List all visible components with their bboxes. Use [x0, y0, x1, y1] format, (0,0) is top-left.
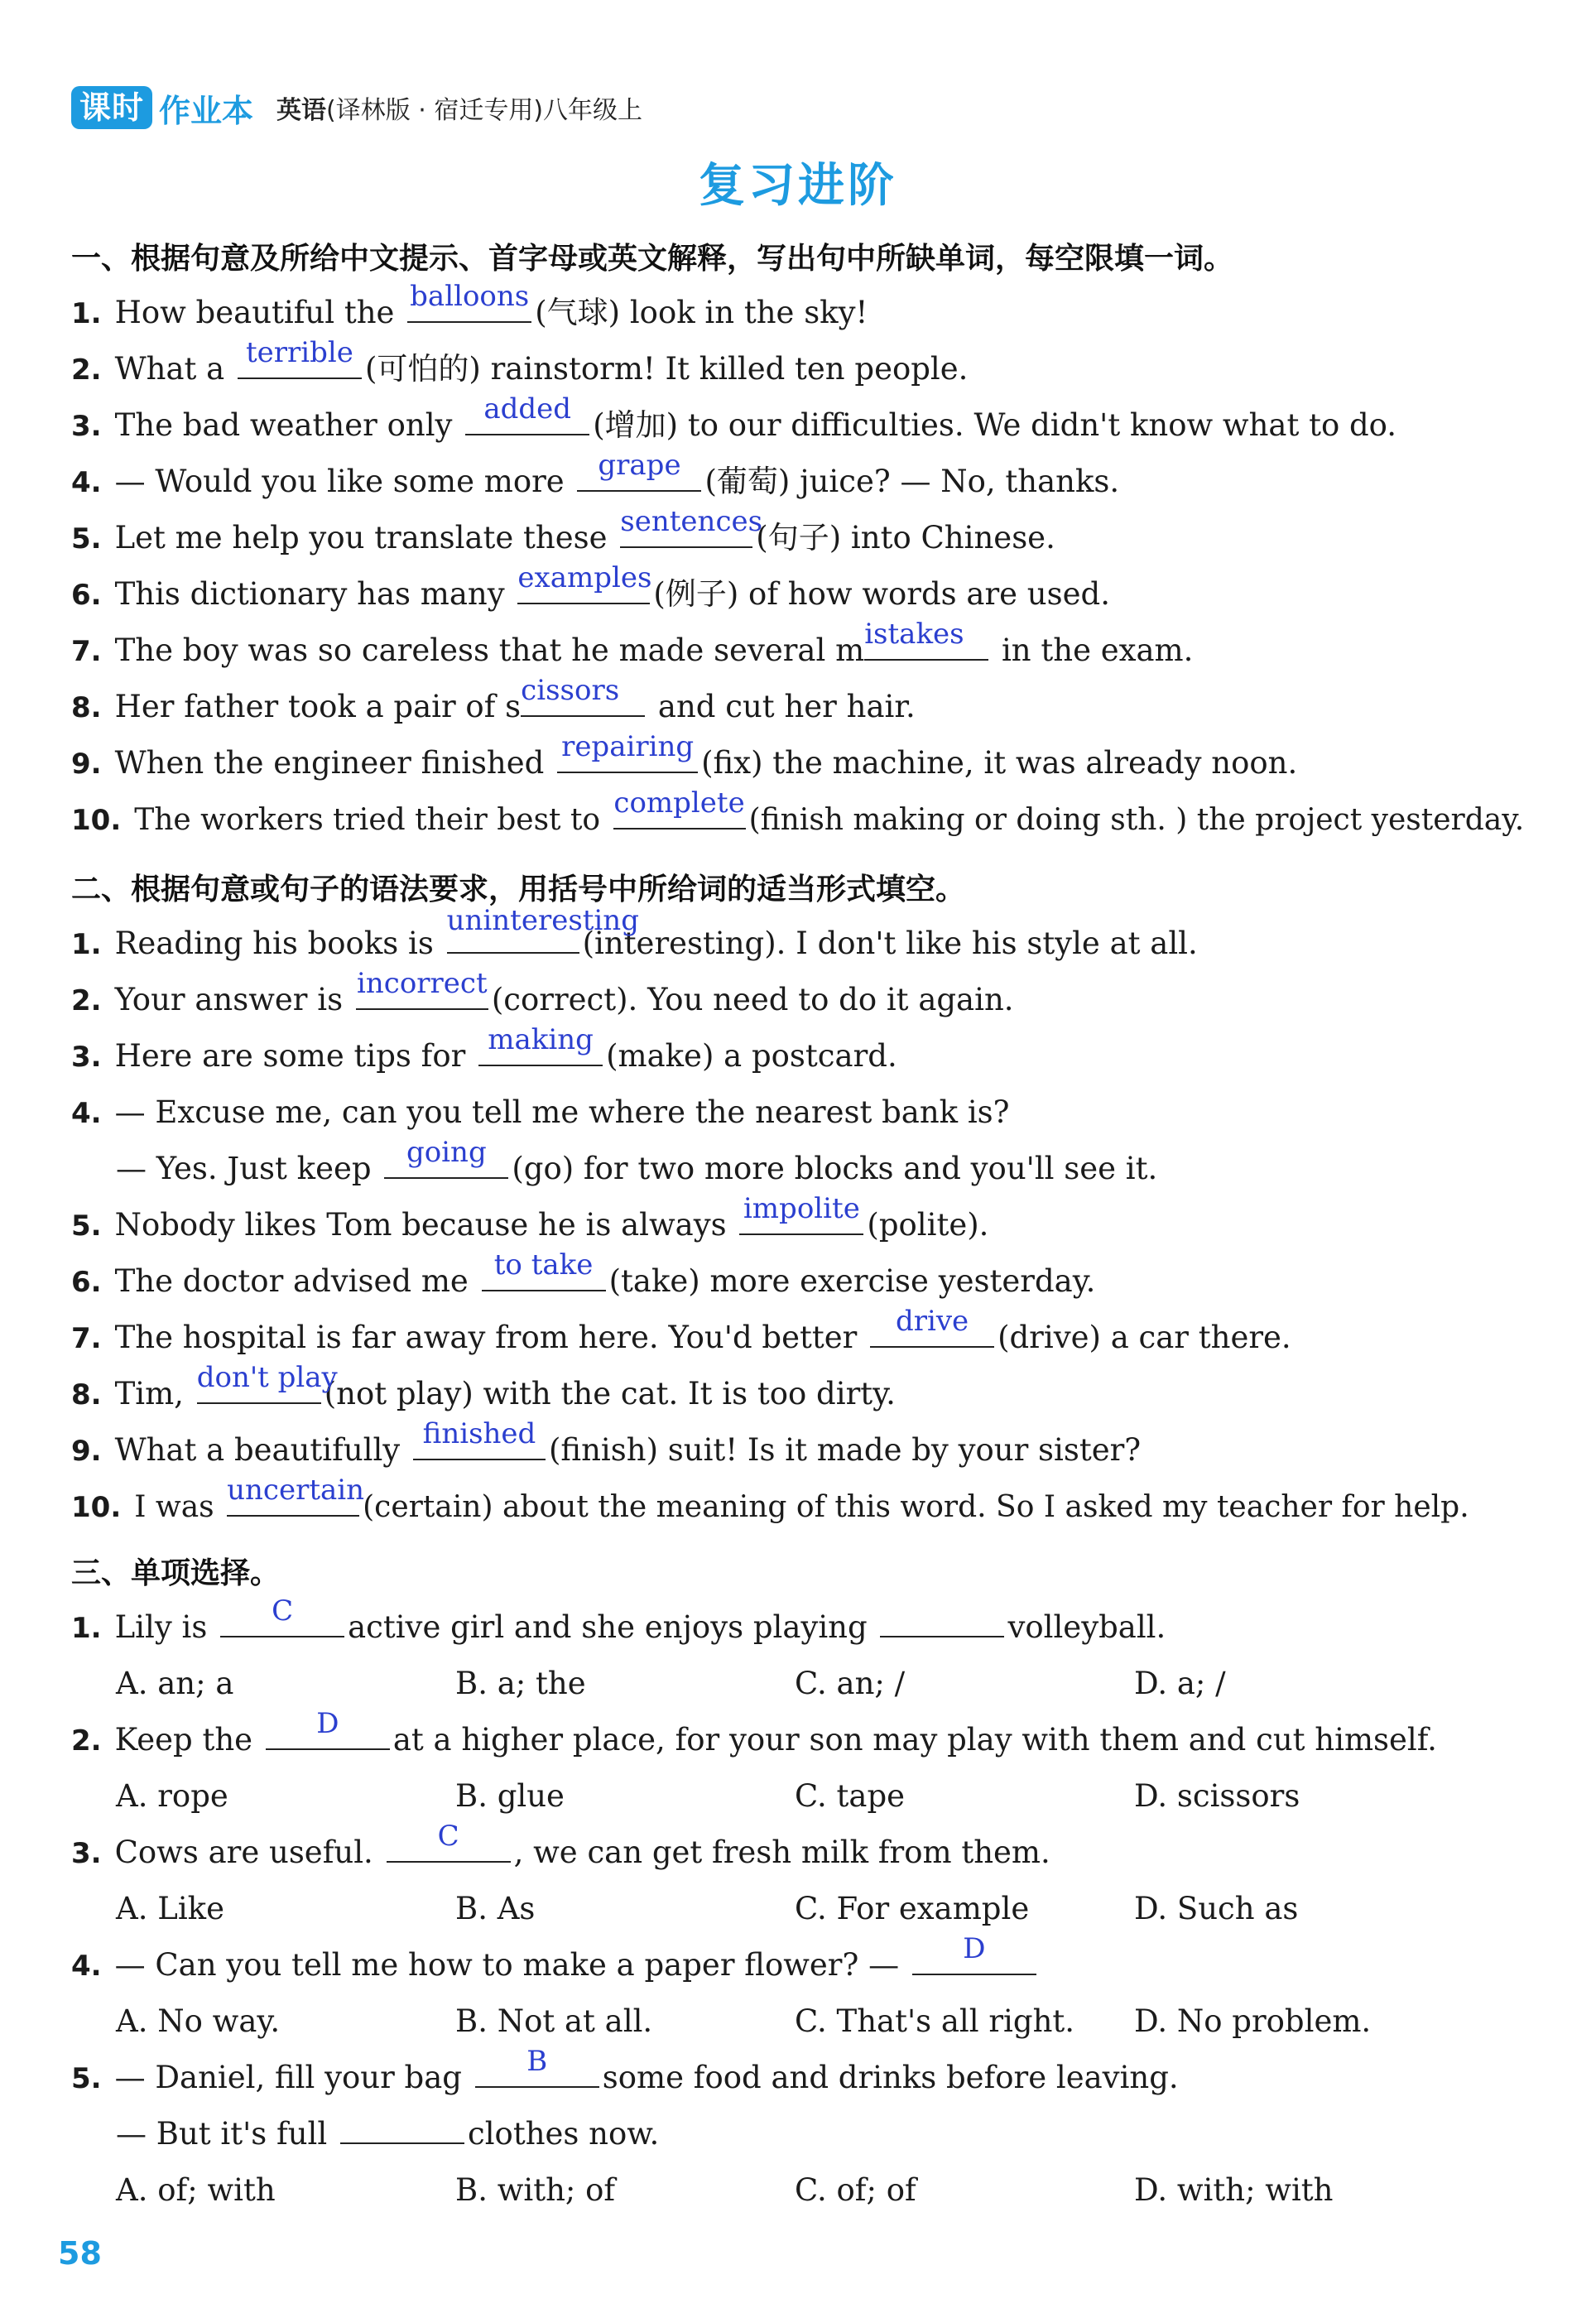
question-number: 10. — [71, 1491, 122, 1524]
s2-question-8 — [71, 1361, 896, 1415]
question-text: — But it's full — [116, 2116, 328, 2152]
question-number: 4. — [71, 1950, 102, 1983]
option-a[interactable]: A. of; with — [116, 2172, 276, 2208]
s3-question-5 — [71, 2045, 1179, 2099]
question-number: 2. — [71, 353, 102, 387]
question-text: (go) for two more blocks and you'll see it. — [512, 1151, 1158, 1186]
question-number: 2. — [71, 984, 102, 1017]
question-text: Reading his books is — [114, 926, 434, 961]
logo — [71, 85, 253, 131]
s1-question-9 — [71, 730, 1298, 784]
answer-blank-2[interactable] — [880, 1608, 1004, 1637]
answer-text: sentences — [620, 505, 763, 538]
answer-text: going — [406, 1136, 487, 1169]
answer-blank[interactable] — [577, 449, 701, 492]
answer-blank[interactable] — [557, 730, 698, 773]
s3-question-1 — [71, 1594, 1166, 1648]
question-text: (葡萄) juice? — No, thanks. — [704, 464, 1120, 499]
question-text: active girl and she enjoys playing — [348, 1609, 868, 1645]
question-text: at a higher place, for your son may play with them and cut himself. — [392, 1722, 1437, 1758]
section3-heading: 三、单项选择。 — [71, 1556, 281, 1590]
answer-text: don't play — [196, 1361, 338, 1394]
answer-text: added — [483, 392, 572, 426]
option-b[interactable]: B. with; of — [455, 2172, 616, 2208]
question-number: 7. — [71, 1322, 102, 1355]
answer-text: B — [526, 2045, 548, 2078]
answer-blank-2[interactable] — [340, 2114, 464, 2144]
question-text: When the engineer finished — [114, 745, 545, 781]
question-text: , we can get fresh milk from them. — [513, 1835, 1050, 1870]
question-number: 3. — [71, 410, 102, 443]
question-number: 1. — [71, 928, 102, 961]
question-text: some food and drinks before leaving. — [602, 2060, 1179, 2095]
answer-blank[interactable] — [220, 1594, 344, 1637]
answer-blank[interactable] — [517, 561, 652, 604]
s2-question-4 — [71, 1093, 1010, 1133]
question-text: and cut her hair. — [657, 689, 916, 724]
answer-blank[interactable] — [387, 1820, 511, 1863]
question-text: — Excuse me, can you tell me where the nearest bank is? — [114, 1094, 1010, 1130]
question-text: Cows are useful. — [114, 1835, 373, 1870]
s3-question-2 — [71, 1707, 1437, 1761]
subject-label — [276, 89, 642, 126]
question-text: The workers tried their best to — [134, 803, 601, 837]
question-text: (增加) to our difficulties. We didn't know what to do. — [593, 407, 1397, 443]
answer-blank[interactable] — [266, 1707, 390, 1750]
answer-text: examples — [517, 561, 652, 594]
s1-question-8 — [71, 674, 916, 728]
answer-blank[interactable] — [739, 1192, 863, 1235]
s1-question-3 — [71, 392, 1397, 446]
s1-question-7 — [71, 618, 1194, 671]
question-number: 5. — [71, 2062, 102, 2095]
question-text: — Would you like some more — [114, 464, 565, 499]
question-number: 3. — [71, 1041, 102, 1074]
option-d[interactable]: D. scissors — [1134, 1778, 1300, 1814]
answer-blank[interactable] — [620, 505, 763, 548]
answer-text: complete — [613, 786, 745, 820]
question-number: 6. — [71, 579, 102, 612]
answer-text: C — [437, 1820, 459, 1853]
answer-text: D — [963, 1932, 986, 1965]
answer-text: balloons — [410, 280, 530, 313]
question-text: The doctor advised me — [114, 1263, 469, 1299]
answer-blank[interactable] — [356, 967, 488, 1010]
s1-question-1 — [71, 280, 868, 334]
question-text: Lily is — [114, 1609, 208, 1645]
answer-blank[interactable] — [227, 1474, 365, 1517]
answer-text: finished — [422, 1417, 536, 1450]
question-number: 10. — [71, 804, 122, 837]
s2-question-3 — [71, 1023, 897, 1077]
answer-text: istakes — [864, 618, 964, 651]
question-text: — Yes. Just keep — [116, 1151, 372, 1186]
question-number: 7. — [71, 635, 102, 668]
question-text: The hospital is far away from here. You'd better — [114, 1320, 858, 1355]
question-text: This dictionary has many — [114, 576, 505, 612]
question-number: 5. — [71, 1209, 102, 1243]
answer-blank[interactable] — [407, 280, 531, 323]
question-number: 4. — [71, 466, 102, 499]
answer-text: impolite — [743, 1192, 860, 1225]
answer-text: cissors — [521, 674, 620, 707]
option-b[interactable]: B. Not at all. — [455, 2003, 653, 2039]
answer-text: making — [488, 1023, 594, 1056]
answer-text: terrible — [245, 336, 353, 369]
s2-question-9 — [71, 1417, 1142, 1471]
question-text: clothes now. — [468, 2116, 660, 2152]
s2-question-1 — [71, 904, 1198, 964]
answer-blank[interactable] — [864, 618, 988, 661]
question-text: The boy was so careless that he made several m — [114, 632, 865, 668]
question-text: Her father took a pair of s — [114, 689, 522, 724]
option-a[interactable]: A. Like — [116, 1891, 224, 1926]
option-a[interactable]: A. an; a — [116, 1666, 234, 1701]
question-text: (fix) the machine, it was already noon. — [701, 745, 1298, 781]
question-text: Keep the — [114, 1722, 253, 1758]
option-d[interactable]: D. Such as — [1134, 1891, 1299, 1926]
option-d[interactable]: D. a; / — [1134, 1666, 1226, 1701]
answer-text: to take — [493, 1248, 594, 1282]
question-text: Your answer is — [114, 982, 344, 1017]
question-text: Nobody likes Tom because he is always — [114, 1207, 727, 1243]
question-text: (make) a postcard. — [606, 1038, 897, 1074]
answer-blank[interactable] — [465, 392, 589, 435]
option-d[interactable]: D. with; with — [1134, 2172, 1334, 2208]
page-number: 58 — [58, 2235, 102, 2272]
question-text: (drive) a car there. — [997, 1320, 1291, 1355]
answer-text: uninteresting — [446, 904, 639, 937]
answer-blank[interactable] — [196, 1361, 338, 1404]
question-text: How beautiful the — [114, 295, 395, 330]
s3-question-3 — [71, 1820, 1050, 1873]
logo-box: 课时 — [71, 86, 152, 129]
s2-question-6 — [71, 1248, 1096, 1302]
question-text: (finish) suit! Is it made by your sister? — [548, 1432, 1142, 1468]
question-text: (certain) about the meaning of this word. So I asked my teacher for help. — [363, 1490, 1469, 1524]
question-text: Tim, — [114, 1376, 184, 1411]
option-b[interactable]: B. glue — [455, 1778, 565, 1814]
s3-question-5-reply — [116, 2114, 659, 2154]
question-number: 3. — [71, 1837, 102, 1870]
answer-blank[interactable] — [446, 904, 639, 954]
question-text: (可怕的) rainstorm! It killed ten people. — [364, 351, 969, 387]
question-text: — Can you tell me how to make a paper flower? — — [114, 1947, 900, 1983]
question-number: 5. — [71, 522, 102, 555]
page-title: 复习进阶 — [699, 159, 897, 213]
option-c[interactable]: C. For example — [795, 1891, 1030, 1926]
answer-text: D — [316, 1707, 339, 1740]
answer-text: drive — [895, 1305, 969, 1338]
option-d[interactable]: D. No problem. — [1134, 2003, 1372, 2039]
s2-question-7 — [71, 1305, 1291, 1358]
answer-blank[interactable] — [521, 674, 645, 717]
question-text: (not play) with the cat. It is too dirty. — [324, 1376, 896, 1411]
option-c[interactable]: C. of; of — [795, 2172, 916, 2208]
question-text: — Daniel, fill your bag — [114, 2060, 462, 2095]
question-text: volleyball. — [1007, 1609, 1166, 1645]
option-b[interactable]: B. a; the — [455, 1666, 586, 1701]
answer-text: incorrect — [357, 967, 488, 1000]
logo-text: 作业本 — [159, 92, 254, 129]
question-number: 9. — [71, 748, 102, 781]
question-text: (气球) look in the sky! — [535, 295, 868, 330]
question-number: 6. — [71, 1266, 102, 1299]
answer-blank[interactable] — [384, 1136, 508, 1179]
question-text: Let me help you translate these — [114, 520, 608, 555]
answer-text: uncertain — [227, 1474, 365, 1507]
subject-rest: (译林版 · 宿迁专用)八年级上 — [326, 96, 643, 125]
question-number: 1. — [71, 1612, 102, 1645]
subject-bold: 英语 — [276, 96, 327, 125]
s2-question-2 — [71, 967, 1014, 1021]
section1-heading: 一、根据句意及所给中文提示、首字母或英文解释，写出句中所缺单词，每空限填一词。 — [71, 242, 1234, 276]
option-c[interactable]: C. That's all right. — [795, 2003, 1075, 2039]
s1-question-5 — [71, 505, 1055, 559]
answer-text: C — [272, 1594, 294, 1628]
option-c[interactable]: C. tape — [795, 1778, 906, 1814]
question-text: (句子) into Chinese. — [756, 520, 1055, 555]
answer-blank[interactable] — [912, 1932, 1036, 1975]
question-text: (correct). You need to do it again. — [491, 982, 1014, 1017]
question-number: 1. — [71, 297, 102, 330]
answer-blank[interactable] — [413, 1417, 546, 1460]
question-text: (finish making or doing sth. ) the project yesterday. — [748, 803, 1525, 837]
answer-text: repairing — [561, 730, 695, 763]
question-number: 9. — [71, 1435, 102, 1468]
option-c[interactable]: C. an; / — [795, 1666, 906, 1701]
s2-question-10 — [71, 1474, 1469, 1527]
answer-text: grape — [598, 449, 681, 482]
question-text: What a — [114, 351, 225, 387]
answer-blank[interactable] — [478, 1023, 603, 1066]
question-text: I was — [134, 1490, 214, 1524]
s1-question-6 — [71, 561, 1110, 615]
question-text: The bad weather only — [114, 407, 453, 443]
s1-question-10 — [71, 786, 1525, 840]
question-text: (interesting). I don't like his style at all. — [582, 926, 1198, 961]
answer-blank[interactable] — [238, 336, 362, 379]
answer-blank[interactable] — [613, 786, 746, 830]
section2-heading: 二、根据句意或句子的语法要求，用括号中所给词的适当形式填空。 — [71, 873, 966, 906]
question-text: (polite). — [867, 1207, 989, 1243]
answer-blank[interactable] — [870, 1305, 994, 1348]
s1-question-4 — [71, 449, 1120, 503]
question-text: (例子) of how words are used. — [653, 576, 1110, 612]
header — [71, 84, 642, 131]
option-b[interactable]: B. As — [455, 1891, 536, 1926]
answer-blank[interactable] — [482, 1248, 606, 1291]
question-text: What a beautifully — [114, 1432, 401, 1468]
s3-question-4 — [71, 1932, 1040, 1986]
option-a[interactable]: A. rope — [116, 1778, 228, 1814]
question-text: in the exam. — [1001, 632, 1194, 668]
option-a[interactable]: A. No way. — [116, 2003, 281, 2039]
question-number: 8. — [71, 1378, 102, 1411]
s2-question-4-reply — [116, 1136, 1158, 1189]
question-number: 8. — [71, 691, 102, 724]
question-text: Here are some tips for — [114, 1038, 466, 1074]
s2-question-5 — [71, 1192, 989, 1246]
question-number: 4. — [71, 1097, 102, 1130]
question-text: (take) more exercise yesterday. — [608, 1263, 1096, 1299]
question-number: 2. — [71, 1724, 102, 1758]
answer-blank[interactable] — [475, 2045, 599, 2088]
s1-question-2 — [71, 336, 969, 390]
